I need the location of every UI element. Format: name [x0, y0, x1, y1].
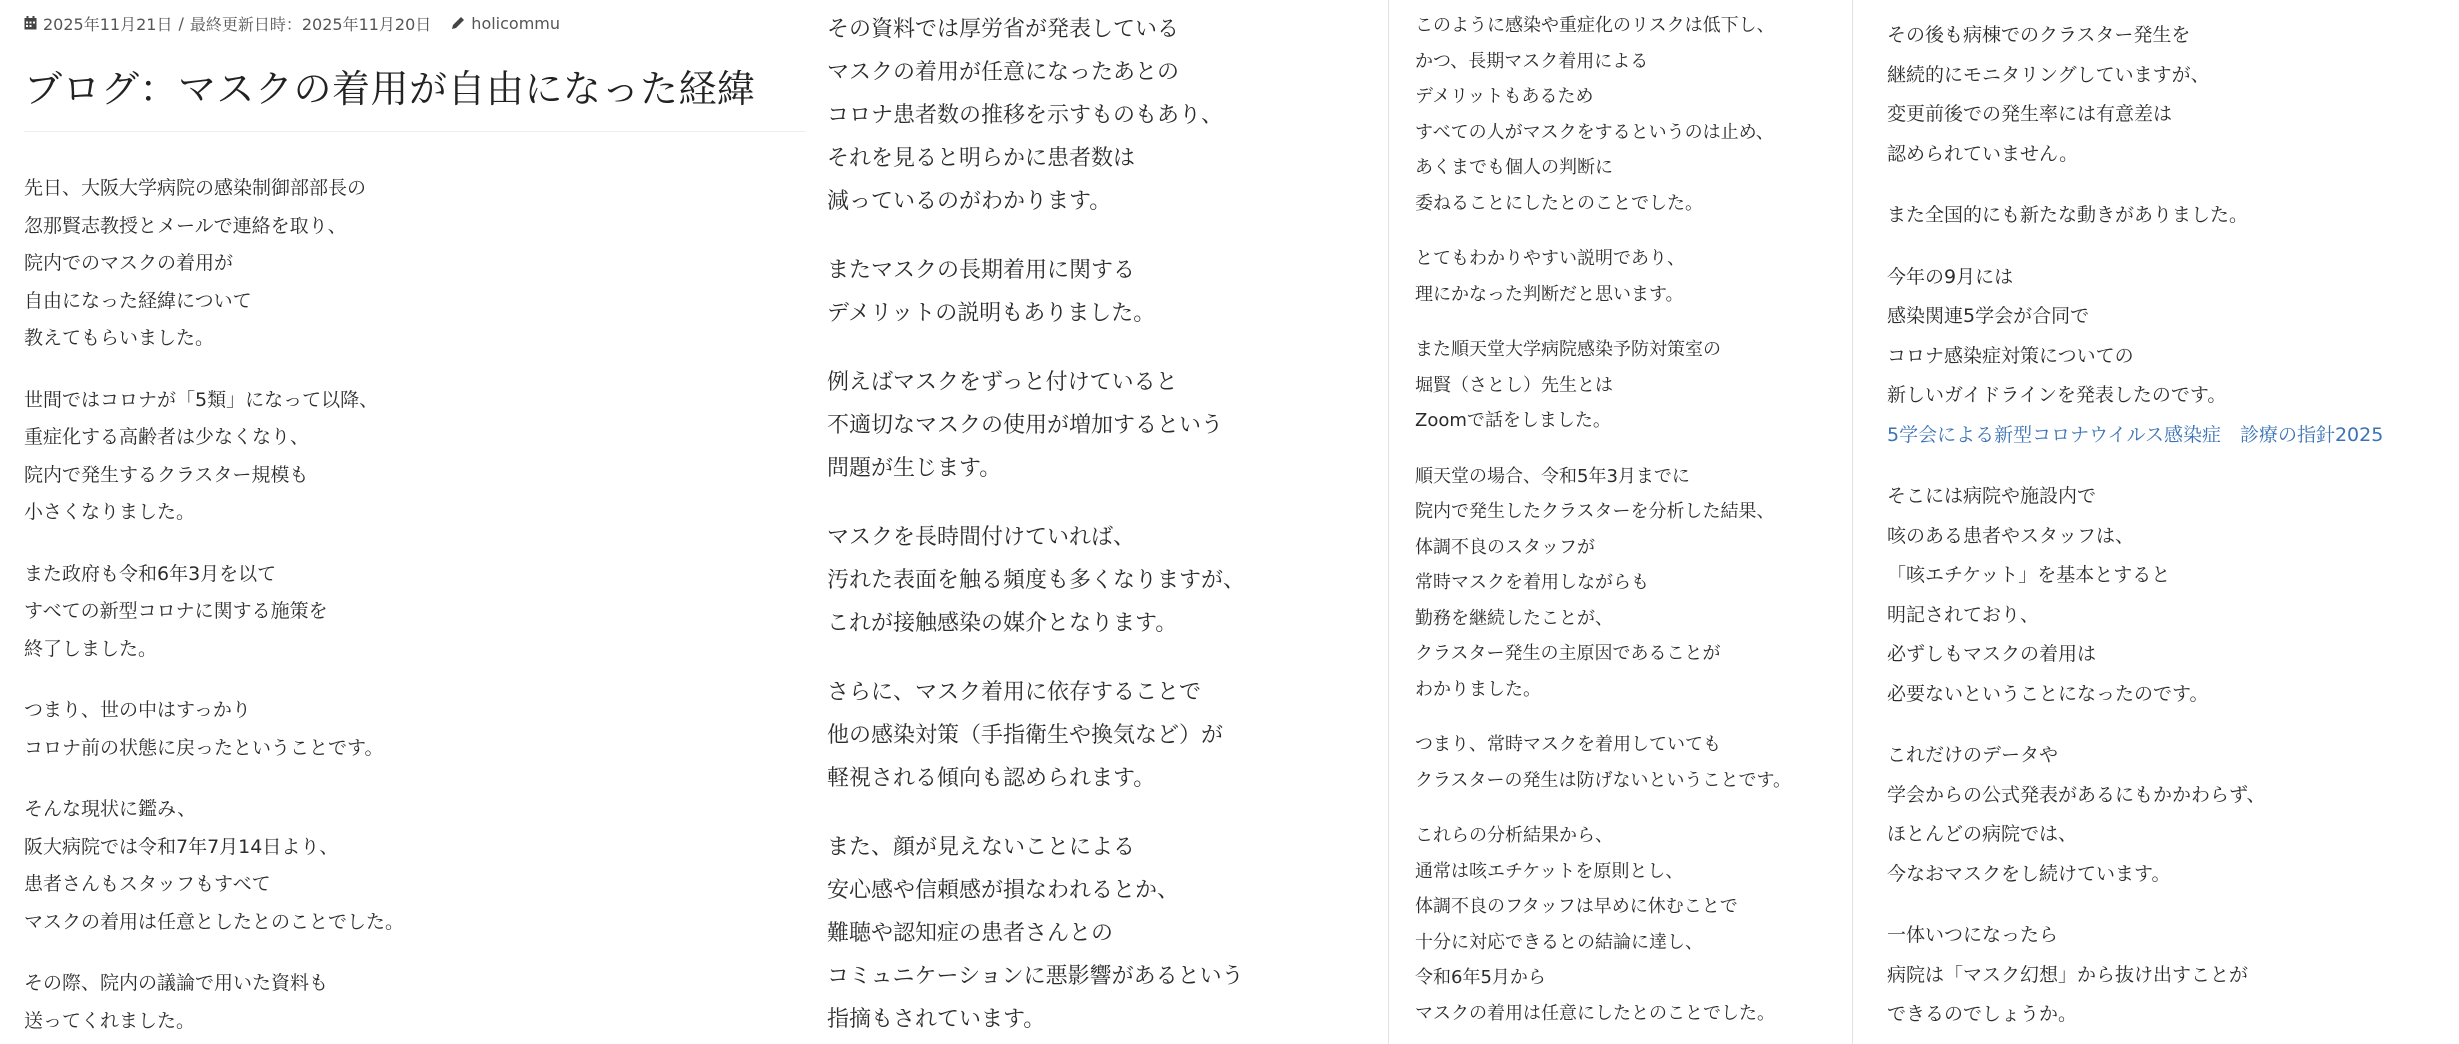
text-line: 一体いつになったら	[1887, 924, 2059, 946]
paragraph	[1415, 241, 1851, 312]
text-line: 難聴や認知症の患者さんとの	[827, 921, 1114, 946]
text-line: 「咳エチケット」を基本とすると	[1887, 564, 2171, 586]
guideline-link[interactable]: 5学会による新型コロナウイルス感染症 診療の指針2025	[1887, 423, 2384, 446]
text-line: これが接触感染の媒介となります。	[827, 611, 1178, 636]
paragraph	[1887, 916, 2459, 1035]
text-line: かつ、長期マスク着用による	[1415, 50, 1649, 72]
paragraph	[1887, 196, 2459, 236]
text-line: 指摘もされています。	[827, 1007, 1046, 1032]
text-line: その資料では厚労省が発表している	[827, 17, 1180, 42]
article-column-3	[1388, 0, 1851, 1044]
text-line: 新しいガイドラインを発表したのです。	[1887, 384, 2227, 406]
article-column-4	[1852, 0, 2459, 1044]
paragraph	[827, 249, 1387, 335]
text-line: 軽視される傾向も認められます。	[827, 766, 1156, 791]
text-line: 体調不良のスタッフが	[1415, 536, 1595, 558]
text-line: デメリットの説明もありました。	[827, 301, 1156, 326]
text-line: 不適切なマスクの使用が増加するという	[827, 413, 1224, 438]
text-line: 教えてもらいました。	[24, 327, 215, 349]
text-line: 小さくなりました。	[24, 501, 196, 523]
paragraph	[827, 671, 1387, 800]
page-title: ブログ：マスクの着用が自由になった経緯	[24, 58, 806, 132]
text-line: 明記されており、	[1887, 603, 2040, 626]
text-line: コロナ感染症対策についての	[1887, 344, 2134, 367]
text-line: マスクの着用は任意にしたとのことでした。	[1415, 1002, 1775, 1024]
text-line: またマスクの長期着用に関する	[827, 258, 1136, 283]
paragraph	[1887, 477, 2459, 714]
text-line: 勤務を継続したことが、	[1415, 607, 1613, 629]
text-line: 他の感染対策（手指衛生や換気など）が	[827, 723, 1224, 748]
text-line: すべての新型コロナに関する施策を	[24, 600, 328, 622]
text-line: これらの分析結果から、	[1415, 825, 1613, 846]
text-line: 感染関連5学会が合同で	[1887, 305, 2090, 327]
text-line: 十分に対応できるとの結論に達し、	[1415, 931, 1703, 953]
text-line: 重症化する高齢者は少なくなり、	[24, 426, 310, 448]
text-line: 自由になった経緯について	[24, 289, 252, 312]
author-name[interactable]: holicommu	[471, 13, 561, 33]
text-line: その際、院内の議論で用いた資料も	[24, 972, 329, 994]
text-line: 今年の9月には	[1887, 265, 2014, 288]
text-line: 理にかなった判断だと思います。	[1415, 283, 1684, 305]
paragraph	[1887, 258, 2459, 456]
paragraph	[24, 556, 812, 669]
article-body-2	[827, 8, 1387, 1041]
text-line: 世間ではコロナが「5類」になって以降、	[24, 388, 379, 411]
meta-separator: /	[178, 13, 184, 33]
calendar-icon	[24, 16, 37, 30]
text-line: 問題が生じます。	[827, 456, 1002, 481]
text-line: 今なおマスクをし続けています。	[1887, 862, 2171, 885]
paragraph	[827, 8, 1387, 223]
text-line: 例えばマスクをずっと付けていると	[827, 370, 1178, 395]
text-line: その後も病棟でのクラスター発生を	[1887, 24, 2191, 46]
text-line: 終了しました。	[24, 637, 158, 660]
article-column-2	[812, 0, 1387, 1044]
text-line: マスクの着用が任意になったあとの	[827, 60, 1180, 85]
post-updated-date: 最終更新日時：2025年11月20日	[189, 14, 432, 34]
text-line: 送ってくれました。	[24, 1009, 196, 1032]
text-line: また、顔が見えないことによる	[827, 835, 1136, 860]
paragraph	[1415, 459, 1851, 708]
text-line: 必ずしもマスクの着用は	[1887, 643, 2097, 665]
text-line: そんな現状に鑑み、	[24, 798, 197, 820]
pencil-icon	[451, 16, 465, 30]
paragraph	[1415, 818, 1851, 1031]
text-line: 変更前後での発生率には有意差は	[1887, 103, 2173, 125]
text-line: できるのでしょうか。	[1887, 1003, 2078, 1025]
paragraph	[24, 965, 812, 1040]
text-line: また全国的にも新たな動きがありました。	[1887, 204, 2249, 226]
text-line: 体調不良のフタッフは早めに休むことで	[1415, 896, 1738, 917]
paragraph	[24, 382, 812, 532]
text-line: とてもわかりやすい説明であり、	[1415, 248, 1685, 269]
article-body-1	[24, 170, 812, 1040]
text-line: 病院は「マスク幻想」から抜け出すことが	[1887, 963, 2249, 986]
text-line: すべての人がマスクをするというのは止め、	[1415, 121, 1774, 143]
text-line: ほとんどの病院では、	[1887, 823, 2078, 845]
paragraph	[24, 791, 812, 941]
text-line: 委ねることにしたとのことでした。	[1415, 192, 1703, 214]
article-column-1	[0, 0, 812, 1044]
text-line: 院内でのマスクの着用が	[24, 252, 234, 274]
paragraph	[827, 361, 1387, 490]
text-line: 安心感や信頼感が損なわれるとか、	[827, 878, 1180, 903]
paragraph	[1415, 332, 1851, 439]
text-line: 必要ないということになったのです。	[1887, 682, 2209, 705]
text-line: マスクの着用は任意としたとのことでした。	[24, 910, 405, 933]
text-line: 院内で発生したクラスターを分析した結果、	[1415, 501, 1775, 522]
paragraph	[1415, 727, 1851, 798]
text-line: 先日、大阪大学病院の感染制御部部長の	[24, 177, 367, 199]
paragraph	[24, 170, 812, 358]
text-line: 忽那賢志教授とメールで連絡を取り、	[24, 214, 347, 237]
text-line: Zoomで話をしました。	[1415, 410, 1611, 431]
text-line: 院内で発生するクラスター規模も	[24, 463, 309, 486]
text-line: つまり、世の中はすっかり	[24, 699, 251, 721]
text-line: 堀賢（さとし）先生とは	[1415, 374, 1613, 396]
post-meta	[24, 10, 812, 36]
text-line: このように感染や重症化のリスクは低下し、	[1415, 15, 1775, 36]
text-line: 患者さんもスタッフもすべて	[24, 873, 271, 895]
text-line: これだけのデータや	[1887, 744, 2059, 766]
text-line: わかりました。	[1415, 678, 1541, 700]
text-line: あくまでも個人の判断に	[1415, 157, 1613, 178]
text-line: 常時マスクを着用しながらも	[1415, 572, 1649, 593]
text-line: 汚れた表面を触る頻度も多くなりますが、	[827, 568, 1246, 593]
text-line: また順天堂大学病院感染予防対策室の	[1415, 339, 1721, 360]
text-line: デメリットもあるため	[1415, 86, 1594, 107]
paragraph	[1415, 8, 1851, 221]
paragraph	[827, 516, 1387, 645]
text-line: コロナ前の状態に戻ったということです。	[24, 736, 384, 759]
text-line: 通常は咳エチケットを原則とし、	[1415, 860, 1684, 882]
text-line: それを見ると明らかに患者数は	[827, 146, 1136, 171]
text-line: 認められていません。	[1887, 142, 2079, 165]
text-line: 学会からの公式発表があるにもかかわらず、	[1887, 783, 2266, 806]
paragraph	[24, 692, 812, 767]
post-author[interactable]	[451, 14, 560, 33]
text-line: コロナ患者数の推移を示すものもあり、	[827, 103, 1224, 128]
text-line: 阪大病院では令和7年7月14日より、	[24, 835, 339, 858]
text-line: 継続的にモニタリングしていますが、	[1887, 63, 2210, 86]
text-line: クラスターの発生は防げないということです。	[1415, 769, 1792, 791]
text-line: つまり、常時マスクを着用していても	[1415, 734, 1721, 755]
paragraph	[1887, 16, 2459, 174]
article-body-3	[1415, 8, 1851, 1031]
text-line: 減っているのがわかります。	[827, 189, 1112, 214]
paragraph	[827, 826, 1387, 1041]
paragraph	[1887, 736, 2459, 894]
text-line: さらに、マスク着用に依存することで	[827, 680, 1202, 705]
text-line: また政府も令和6年3月を以て	[24, 562, 277, 585]
text-line: クラスター発生の主原因であることが	[1415, 643, 1721, 664]
article-body-4	[1887, 16, 2459, 1035]
text-line: 咳のある患者やスタッフは、	[1887, 524, 2135, 547]
text-line: コミュニケーションに悪影響があるという	[827, 964, 1244, 989]
post-date: 2025年11月21日	[43, 14, 173, 34]
text-line: そこには病院や施設内で	[1887, 485, 2097, 507]
text-line: 令和6年5月から	[1415, 967, 1546, 988]
text-line: 順天堂の場合、令和5年3月までに	[1415, 465, 1690, 487]
text-line: マスクを長時間付けていれば、	[827, 525, 1136, 550]
